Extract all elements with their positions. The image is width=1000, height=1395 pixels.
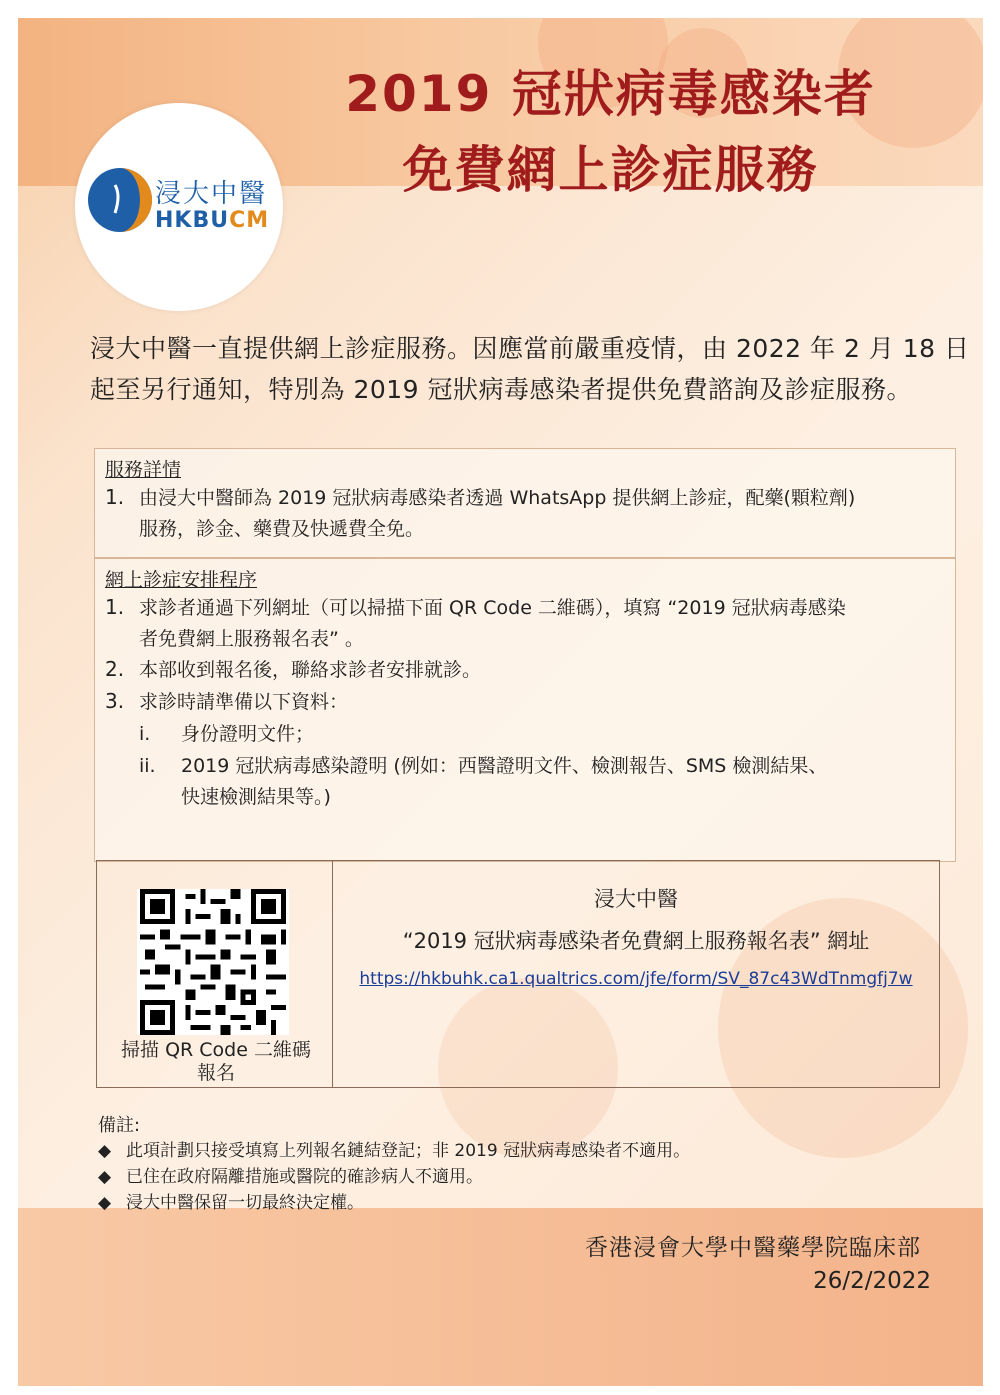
diamond-bullet-icon: ◆ [98,1141,112,1161]
footer-organisation: 香港浸會大學中醫藥學院臨床部 [585,1235,921,1261]
qr-code-icon[interactable] [137,889,289,1035]
list-item-cont: 服務，診金、藥費及快遞費全免。 [139,518,425,540]
registration-org: 浸大中醫 [594,887,678,911]
list-item-cont: 者免費網上服務報名表” 。 [139,628,364,650]
note-text: 已住在政府隔離措施或醫院的確診病人不適用。 [126,1167,483,1187]
intro-paragraph: 浸大中醫一直提供網上診症服務。因應當前嚴重疫情，由 2022 年 2 月 18 日起至另行通知，特別為 2019 冠狀病毒感染者提供免費諮詢及診症服務。 [90,334,970,404]
note-item [98,1162,483,1187]
qr-caption [101,1039,331,1085]
registration-table [96,860,940,1088]
procedure-heading: 網上診症安排程序 [105,569,258,591]
sublist-number: i. [139,723,151,745]
diamond-bullet-icon: ◆ [98,1167,112,1187]
procedure-box [94,558,956,862]
list-number: 2. [105,657,125,681]
list-item: 本部收到報名後，聯絡求診者安排就診。 [139,659,482,681]
list-item: 求診者通過下列網址（可以掃描下面 QR Code 二維碼），填寫 “2019 冠狀病毒感染 [139,597,846,619]
logo-en-part-a: HKBU [155,208,230,233]
sublist-item: 身份證明文件； [181,723,315,745]
poster [18,18,983,1386]
title-line-1: 2019 冠狀病毒感染者 [345,65,876,123]
note-text: 此項計劃只接受填寫上列報名鏈結登記；非 2019 冠狀病毒感染者不適用。 [126,1141,691,1161]
logo-emblem-icon [85,165,155,235]
note-item [98,1136,690,1161]
list-number: 1. [105,485,125,509]
registration-link[interactable]: https://hkbuhk.ca1.qualtrics.com/jfe/form/SV_87c43WdTnmgfj7w [359,969,913,989]
hkbucm-logo [75,103,283,311]
logo-en-part-b: CM [229,208,270,233]
title-line-2: 免費網上診症服務 [402,141,819,199]
service-heading: 服務詳情 [105,459,182,481]
list-item: 求診時請準備以下資料： [139,691,349,713]
registration-form-name: “2019 冠狀病毒感染者免費網上服務報名表” 網址 [402,929,870,953]
note-item [98,1188,364,1213]
service-details-box [94,448,956,558]
notes-heading: 備註: [98,1115,141,1136]
list-number: 3. [105,689,125,713]
list-item: 由浸大中醫師為 2019 冠狀病毒感染者透過 WhatsApp 提供網上診症，配藥(顆粒劑) [139,487,856,509]
note-text: 浸大中醫保留一切最終決定權。 [126,1193,364,1213]
sublist-item: 2019 冠狀病毒感染證明 (例如：西醫證明文件、檢測報告、SMS 檢測結果、 [181,755,828,777]
footer-date: 26/2/2022 [813,1268,931,1294]
logo-chinese-name: 浸大中醫 [155,179,268,209]
qr-caption-line-1: 掃描 QR Code 二維碼 [121,1039,311,1061]
list-number: 1. [105,595,125,619]
diamond-bullet-icon: ◆ [98,1193,112,1213]
qr-caption-line-2: 報名 [196,1062,235,1084]
sublist-item-cont: 快速檢測結果等。) [181,786,331,808]
logo-english-name [155,208,269,233]
sublist-number: ii. [139,755,156,777]
